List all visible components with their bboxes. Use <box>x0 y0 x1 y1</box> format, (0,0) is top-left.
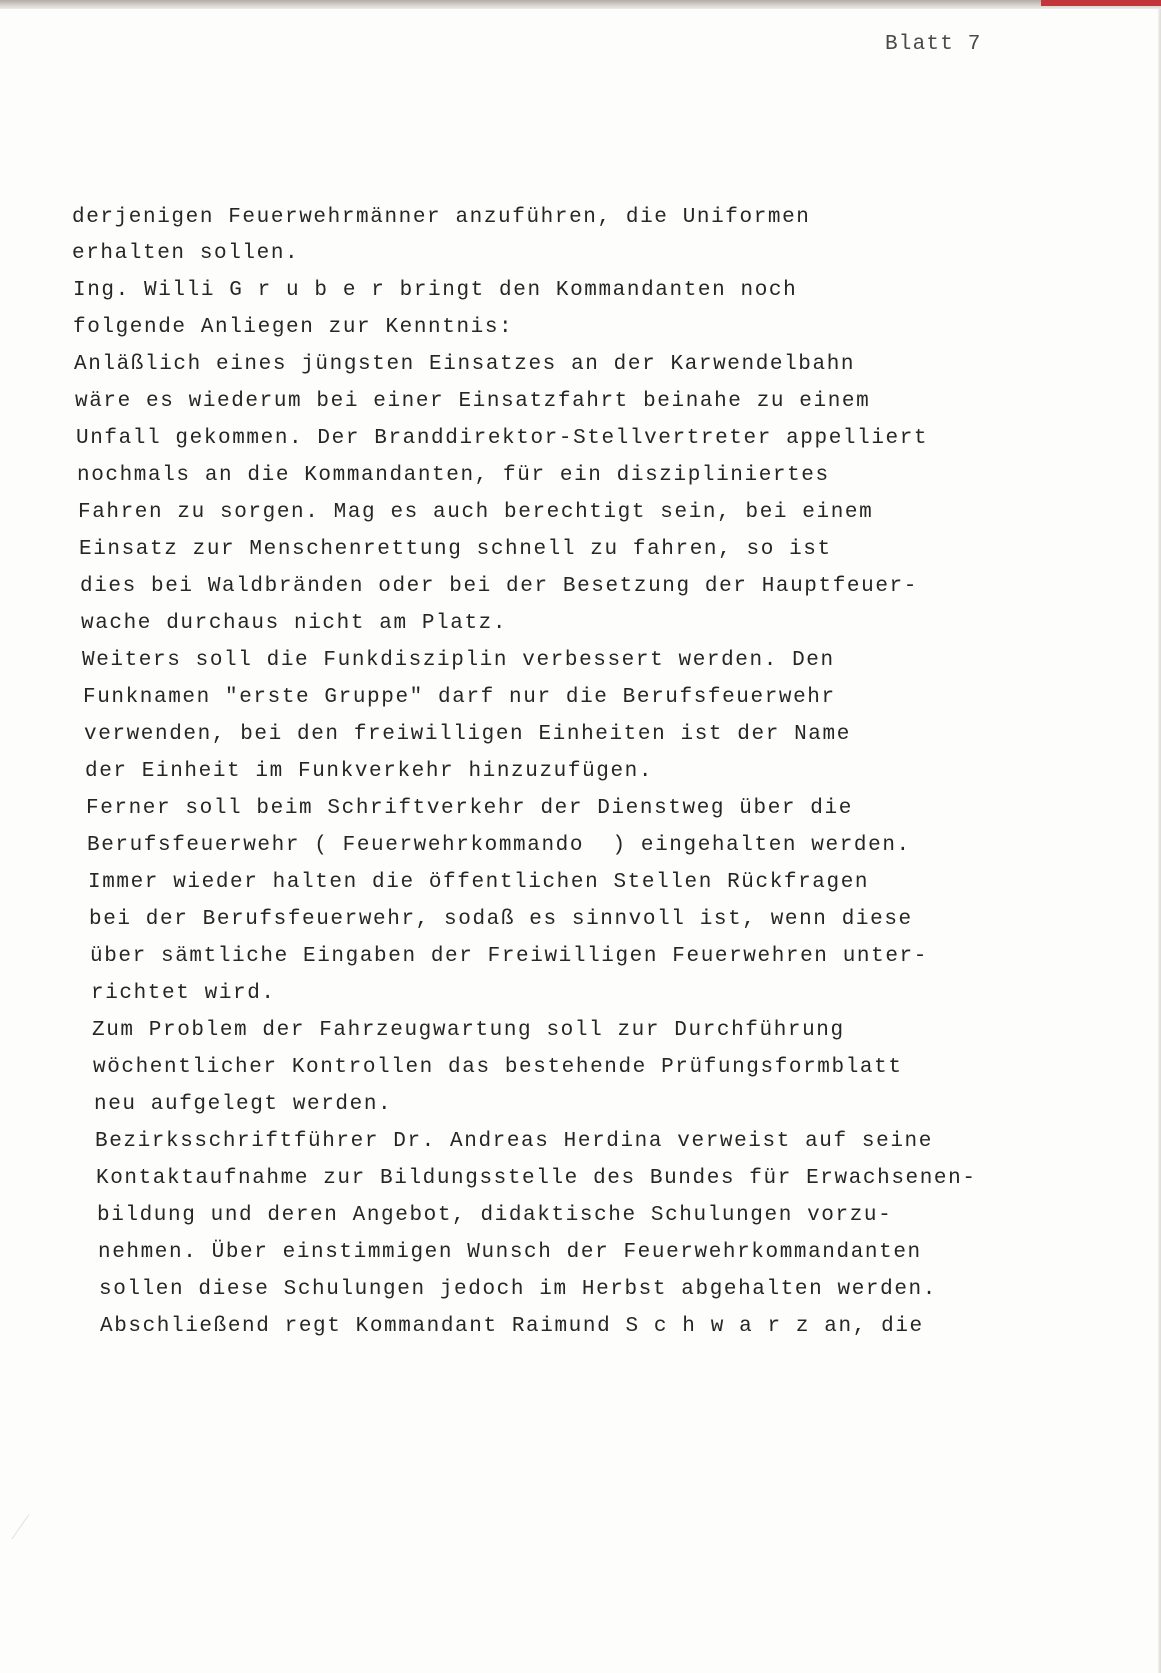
text-line: erhalten sollen. <box>72 242 300 265</box>
page-top-edge <box>0 0 1161 9</box>
text-line: Berufsfeuerwehr ( Feuerwehrkommando ) eingehalten werden. <box>87 834 911 857</box>
text-line: sollen diese Schulungen jedoch im Herbst abgehalten werden. <box>99 1278 937 1301</box>
text-line: Weiters soll die Funkdisziplin verbessert werden. Den <box>82 649 835 672</box>
text-line: der Einheit im Funkverkehr hinzuzufügen. <box>85 760 654 783</box>
text-line: Bezirksschriftführer Dr. Andreas Herdina verweist auf seine <box>95 1130 933 1153</box>
text-line: Ferner soll beim Schriftverkehr der Dienstweg über die <box>86 797 853 820</box>
text-line: Anläßlich eines jüngsten Einsatzes an der Karwendelbahn <box>74 353 856 376</box>
text-line: Immer wieder halten die öffentlichen Stellen Rückfragen <box>88 871 870 894</box>
text-line: Fahren zu sorgen. Mag es auch berechtigt sein, bei einem <box>78 501 874 524</box>
text-line: Einsatz zur Menschenrettung schnell zu fahren, so ist <box>79 538 832 561</box>
text-line: dies bei Waldbränden oder bei der Besetzung der Hauptfeuer- <box>80 575 918 598</box>
text-line: verwenden, bei den freiwilligen Einheiten ist der Name <box>84 723 851 746</box>
text-line: folgende Anliegen zur Kenntnis: <box>73 316 514 339</box>
paper-mark <box>11 1514 47 1552</box>
text-line: nochmals an die Kommandanten, für ein diszipliniertes <box>77 464 830 487</box>
text-line: bildung und deren Angebot, didaktische Schulungen vorzu- <box>97 1204 893 1227</box>
text-line: Unfall gekommen. Der Branddirektor-Stellvertreter appelliert <box>76 427 929 450</box>
text-line: wache durchaus nicht am Platz. <box>81 612 508 635</box>
text-line: nehmen. Über einstimmigen Wunsch der Feuerwehrkommandanten <box>98 1241 922 1264</box>
text-line: Funknamen "erste Gruppe" darf nur die Berufsfeuerwehr <box>83 686 836 709</box>
text-line: Abschließend regt Kommandant Raimund S c h w a r z an, die <box>100 1315 924 1338</box>
text-line: wöchentlicher Kontrollen das bestehende Prüfungsformblatt <box>93 1056 903 1079</box>
text-line: wäre es wiederum bei einer Einsatzfahrt beinahe zu einem <box>75 390 871 413</box>
text-line: über sämtliche Eingaben der Freiwilligen Feuerwehren unter- <box>90 945 928 968</box>
binder-strip <box>1041 0 1161 6</box>
page-number: Blatt 7 <box>885 33 982 56</box>
text-line: Zum Problem der Fahrzeugwartung soll zur Durchführung <box>92 1019 845 1042</box>
text-line: Kontaktaufnahme zur Bildungsstelle des Bundes für Erwachsenen- <box>96 1167 977 1190</box>
text-line: richtet wird. <box>91 982 276 1005</box>
text-line: neu aufgelegt werden. <box>94 1093 393 1116</box>
text-line: derjenigen Feuerwehrmänner anzuführen, die Uniformen <box>72 206 811 229</box>
text-line: bei der Berufsfeuerwehr, sodaß es sinnvoll ist, wenn diese <box>89 908 913 931</box>
text-line: Ing. Willi G r u b e r bringt den Kommandanten noch <box>73 279 798 302</box>
